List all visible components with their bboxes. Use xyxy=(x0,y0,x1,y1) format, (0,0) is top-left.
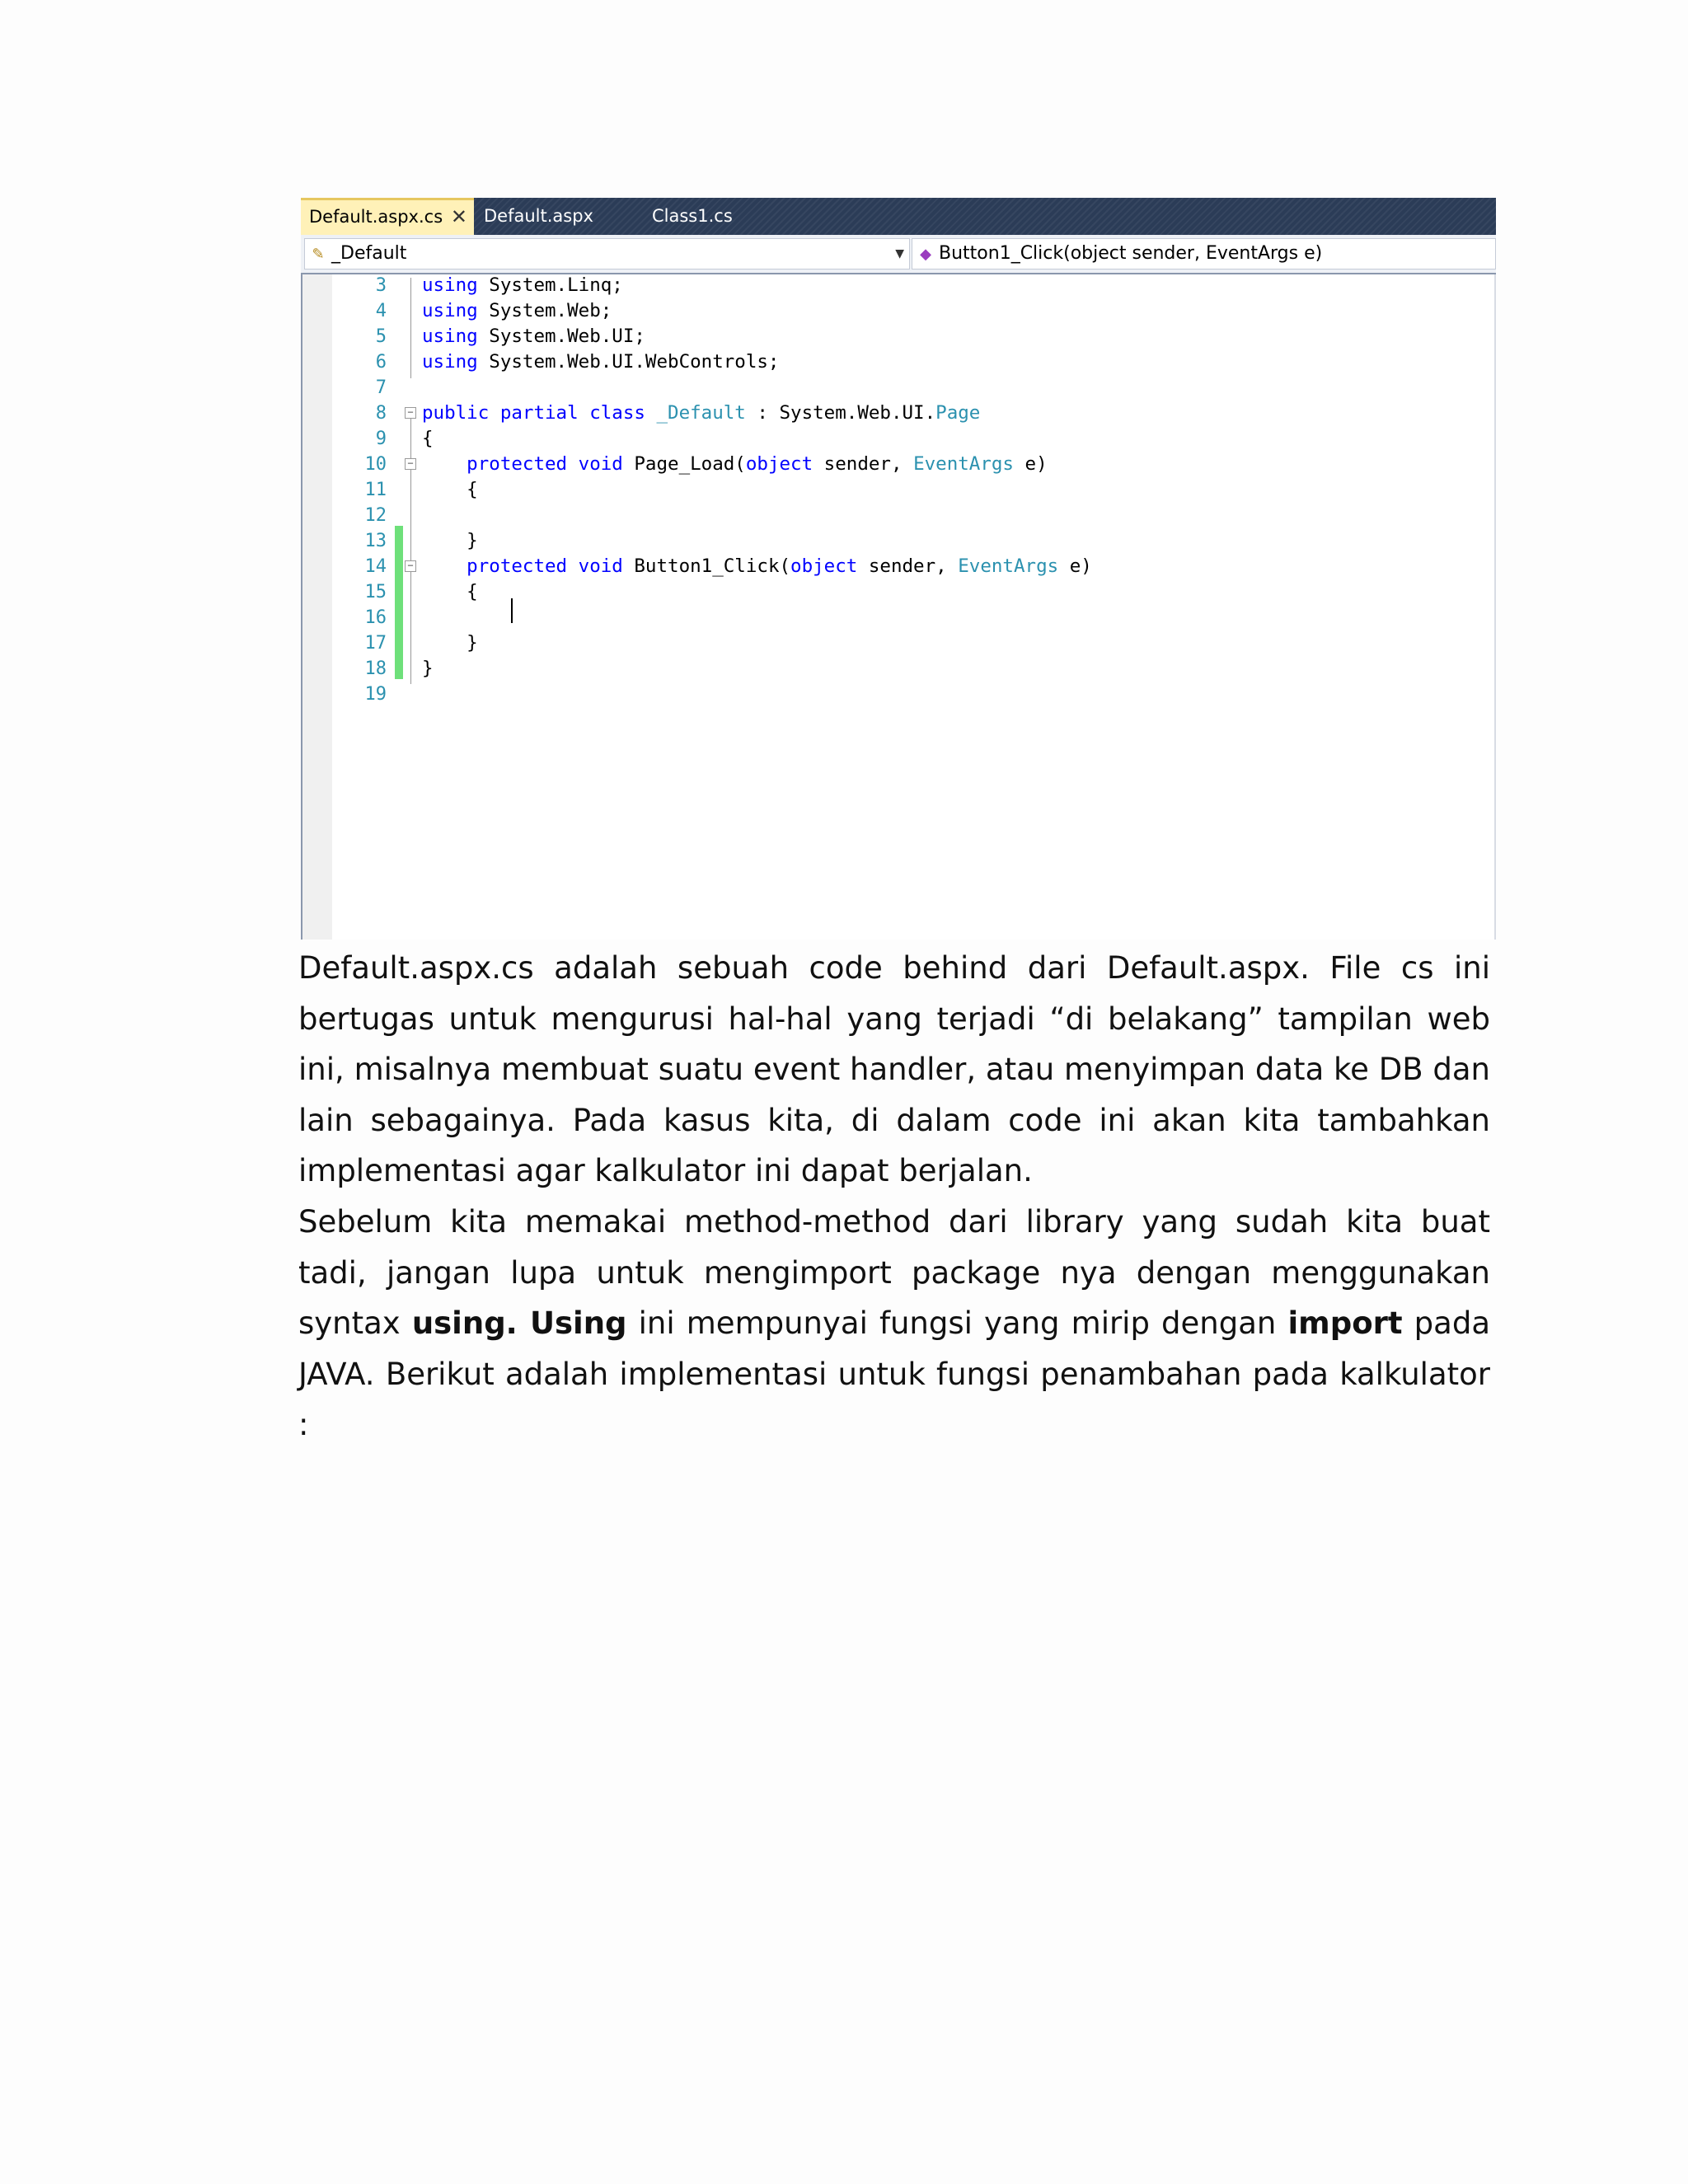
line-number: 15 xyxy=(364,582,387,602)
chevron-down-icon[interactable]: ▼ xyxy=(895,247,904,260)
bold-keyword-import: import xyxy=(1287,1305,1403,1341)
code-text: Button1_Click( xyxy=(622,555,791,577)
code-line: { xyxy=(422,479,478,500)
text-run: pada JAVA. Berikut adalah implementasi untuk fungsi penambahan pada kalkulator : xyxy=(298,1305,1490,1442)
line-number: 14 xyxy=(364,556,387,577)
code-text: System.Linq; xyxy=(477,274,623,296)
line-number-gutter xyxy=(332,274,387,940)
code-text: System.Web.UI; xyxy=(477,326,645,347)
code-editor[interactable] xyxy=(301,274,1496,940)
code-line xyxy=(422,401,980,426)
text-caret xyxy=(511,598,513,623)
code-line: { xyxy=(422,428,434,449)
code-line xyxy=(422,452,1048,477)
collapse-icon[interactable]: − xyxy=(405,560,416,572)
code-text: sender, xyxy=(857,555,959,577)
line-number: 9 xyxy=(375,429,387,449)
tab-label: Default.aspx.cs xyxy=(309,207,443,227)
code-text: Page_Load( xyxy=(622,453,746,475)
close-icon[interactable]: ✕ xyxy=(450,205,467,228)
code-line: } xyxy=(422,658,434,679)
code-line: } xyxy=(422,632,478,654)
collapse-icon[interactable]: − xyxy=(405,407,416,419)
line-number: 11 xyxy=(364,480,387,500)
collapse-icon[interactable]: − xyxy=(405,458,416,470)
ide-screenshot xyxy=(301,198,1496,940)
class-dropdown-value: _Default xyxy=(331,243,407,264)
bold-keyword-using: using. Using xyxy=(411,1305,627,1341)
paragraph-using-import xyxy=(298,1197,1490,1451)
keyword: using xyxy=(422,351,478,373)
line-number: 19 xyxy=(364,684,387,705)
fold-guide xyxy=(410,278,411,378)
line-number: 6 xyxy=(375,352,387,373)
method-icon: ◆ xyxy=(920,246,931,263)
type-name: EventArgs xyxy=(958,555,1059,577)
indicator-margin xyxy=(302,274,332,940)
class-dropdown[interactable] xyxy=(304,238,910,269)
keyword: protected void xyxy=(422,453,623,475)
text-run: Sebelum kita memakai method-method dari library yang sudah kita buat tadi, jangan lupa untuk mengimport package nya dengan menggunakan syntax xyxy=(298,1204,1490,1341)
code-line xyxy=(422,349,779,375)
tab-class1-cs[interactable] xyxy=(629,198,761,235)
line-number: 18 xyxy=(364,658,387,679)
member-dropdown[interactable] xyxy=(912,238,1496,269)
line-number: 17 xyxy=(364,633,387,654)
code-text: System.Web; xyxy=(477,300,612,321)
line-number: 5 xyxy=(375,326,387,347)
keyword: using xyxy=(422,274,478,296)
code-line xyxy=(422,298,612,324)
member-dropdown-value: Button1_Click(object sender, EventArgs e) xyxy=(939,243,1323,264)
line-number: 10 xyxy=(364,454,387,475)
code-text: : System.Web.UI. xyxy=(745,402,936,424)
line-number: 8 xyxy=(375,403,387,424)
type-name: _Default xyxy=(645,402,746,424)
code-line: } xyxy=(422,530,478,551)
tab-label: Class1.cs xyxy=(652,206,733,226)
code-line: { xyxy=(422,581,478,602)
change-tracking-bar xyxy=(395,526,403,679)
keyword: object xyxy=(745,453,814,475)
code-line xyxy=(422,273,623,298)
line-number: 12 xyxy=(364,505,387,526)
type-name: Page xyxy=(935,402,981,424)
line-number: 13 xyxy=(364,531,387,551)
keyword: using xyxy=(422,300,478,321)
paragraph-code-behind: Default.aspx.cs adalah sebuah code behind dari Default.aspx. File cs ini bertugas untuk mengurusi hal-hal yang terjadi “di belakang” tampilan web ini, misalnya membuat suatu event handler, atau menyimpan data ke DB dan lain sebagainya. Pada kasus kita, di dalam code ini akan kita tambahkan implementasi agar kalkulator ini dapat berjalan. xyxy=(298,950,1490,1188)
code-text: System.Web.UI.WebControls; xyxy=(477,351,780,373)
code-line xyxy=(422,324,645,349)
code-text: e) xyxy=(1058,555,1092,577)
keyword: object xyxy=(790,555,858,577)
line-number: 3 xyxy=(375,275,387,296)
line-number: 4 xyxy=(375,301,387,321)
code-line xyxy=(422,554,1092,579)
text-run: ini mempunyai fungsi yang mirip dengan xyxy=(626,1305,1288,1341)
line-number: 16 xyxy=(364,607,387,628)
keyword: protected void xyxy=(422,555,623,577)
document-tab-bar xyxy=(301,198,1496,235)
tab-label: Default.aspx xyxy=(484,206,593,226)
code-text: sender, xyxy=(813,453,914,475)
keyword: using xyxy=(422,326,478,347)
code-text: e) xyxy=(1013,453,1048,475)
class-icon: ✎ xyxy=(312,246,325,263)
line-number: 7 xyxy=(375,377,387,398)
tab-default-aspx-cs[interactable] xyxy=(301,198,474,235)
type-name: EventArgs xyxy=(913,453,1014,475)
navigation-bar xyxy=(301,235,1496,274)
tab-default-aspx[interactable] xyxy=(476,198,624,235)
keyword: public partial class xyxy=(422,402,645,424)
